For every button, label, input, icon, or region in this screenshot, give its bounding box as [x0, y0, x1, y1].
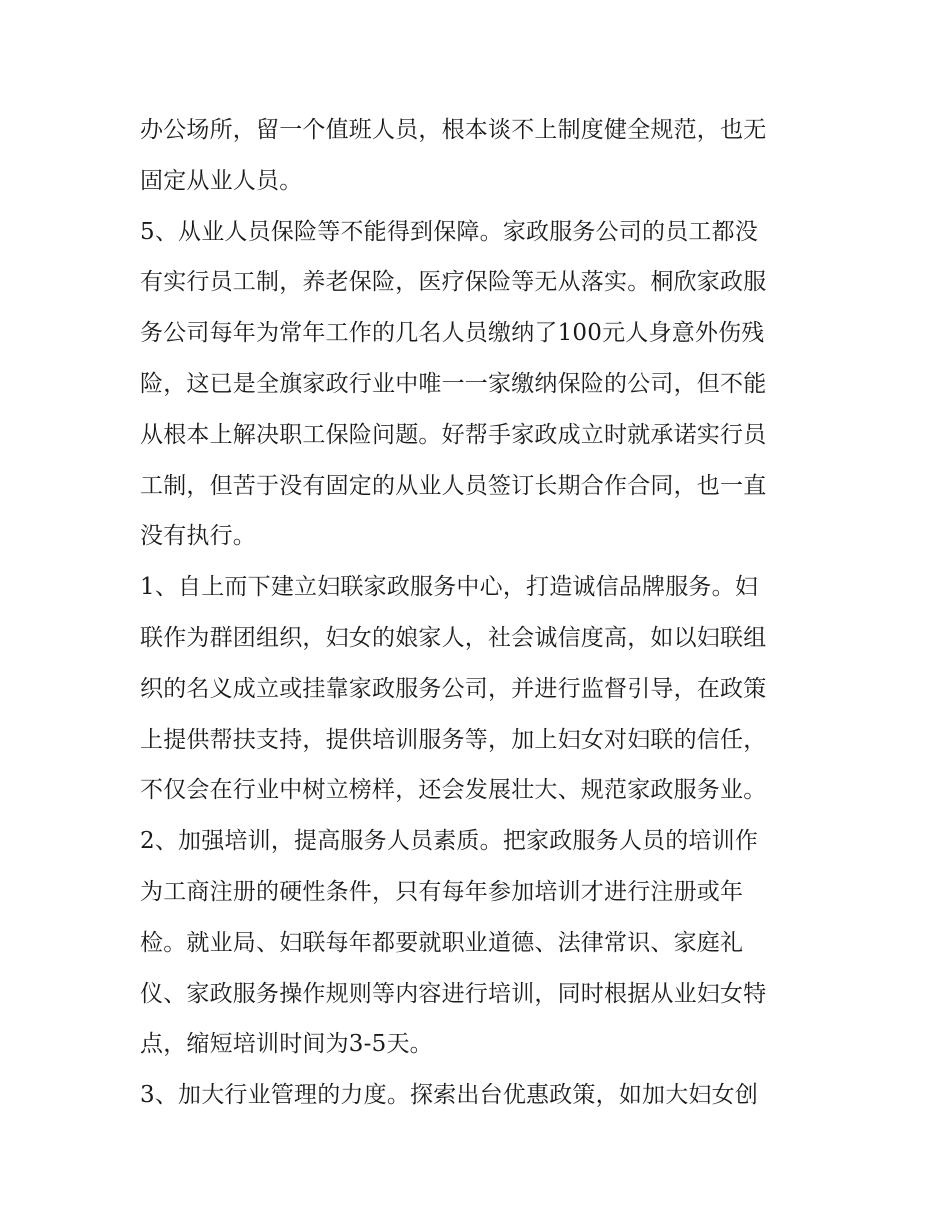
text-line: 为工商注册的硬性条件，只有每年参加培训才进行注册或年 [140, 878, 744, 905]
text-line: 3、加大行业管理的力度。探索出台优惠政策，如加大妇女创 [140, 1082, 759, 1109]
text-line: 5、从业人员保险等不能得到保障。家政服务公司的员工都没 [140, 218, 759, 245]
text-line: 固定从业人员。 [140, 167, 303, 194]
text-line: 上提供帮扶支持，提供培训服务等，加上妇女对妇联的信任， [140, 726, 767, 753]
text-line: 办公场所，留一个值班人员，根本谈不上制度健全规范，也无 [140, 117, 767, 143]
text-line: 织的名义成立或挂靠家政服务公司，并进行监督引导，在政策 [140, 675, 767, 702]
text-line: 仪、家政服务操作规则等内容进行培训，同时根据从业妇女特 [140, 980, 767, 1007]
text-line: 从根本上解决职工保险问题。好帮手家政成立时就承诺实行员 [140, 421, 767, 448]
text-line: 有实行员工制，养老保险，医疗保险等无从落实。桐欣家政服 [140, 269, 767, 296]
text-line: 不仅会在行业中树立榜样，还会发展壮大、规范家政服务业。 [140, 777, 767, 804]
text-line: 工制，但苦于没有固定的从业人员签订长期合作合同，也一直 [140, 472, 767, 499]
text-line: 务公司每年为常年工作的几名人员缴纳了100元人身意外伤残 [140, 320, 765, 347]
text-line: 点，缩短培训时间为3-5天。 [140, 1031, 433, 1058]
text-line: 2、加强培训，提高服务人员素质。把家政服务人员的培训作 [140, 828, 759, 855]
document-body [140, 105, 820, 1121]
text-line: 没有执行。 [140, 523, 256, 550]
text-line: 1、自上而下建立妇联家政服务中心，打造诚信品牌服务。妇 [140, 574, 759, 601]
text-line: 联作为群团组织，妇女的娘家人，社会诚信度高，如以妇联组 [140, 624, 767, 651]
text-line: 险，这已是全旗家政行业中唯一一家缴纳保险的公司，但不能 [140, 370, 767, 397]
text-line: 检。就业局、妇联每年都要就职业道德、法律常识、家庭礼 [140, 929, 744, 956]
